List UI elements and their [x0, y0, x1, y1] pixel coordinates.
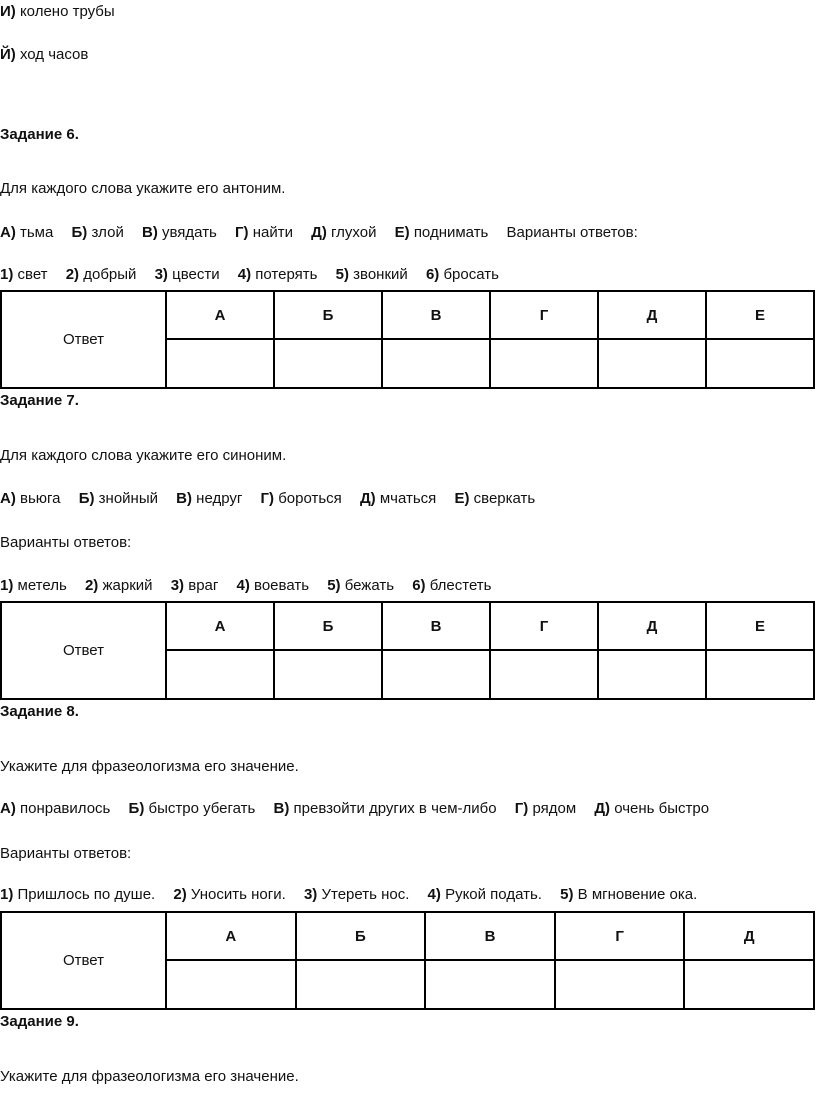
column-header: Г [555, 912, 685, 960]
top-item [0, 3, 115, 21]
word-option: Е) поднимать [394, 224, 489, 241]
word-option: Е) сверкать [454, 490, 536, 507]
column-header: Д [598, 291, 706, 339]
task7-variants-label: Варианты ответов: [0, 534, 132, 551]
task6-words [0, 224, 638, 242]
word-option: В) увядать [142, 224, 217, 241]
task8-answers [0, 886, 697, 904]
answer-option: 5) звонкий [335, 266, 408, 283]
column-header: А [166, 291, 274, 339]
column-header: А [166, 602, 274, 650]
answer-option: 2) жаркий [84, 577, 153, 594]
answer-option: 3) враг [170, 577, 219, 594]
column-header: Е [706, 291, 814, 339]
answer-cell[interactable] [598, 650, 706, 699]
answer-label: Ответ [1, 291, 166, 388]
task8-instruction: Укажите для фразеологизма его значение. [0, 758, 299, 775]
word-option: В) превзойти других в чем-либо [273, 800, 497, 817]
answer-option: 1) метель [0, 577, 67, 594]
answer-cell[interactable] [296, 960, 426, 1009]
column-header: Г [490, 602, 598, 650]
answer-option: 6) бросать [425, 266, 499, 283]
answer-label: Ответ [1, 602, 166, 699]
task6-title: Задание 6. [0, 126, 79, 143]
task7-title: Задание 7. [0, 392, 79, 409]
item-text: ход часов [19, 46, 89, 63]
answer-cell[interactable] [706, 650, 814, 699]
task7-answers [0, 577, 491, 595]
column-header: Д [598, 602, 706, 650]
column-header: Г [490, 291, 598, 339]
item-text: колено трубы [19, 3, 115, 20]
answer-cell[interactable] [382, 650, 490, 699]
task9-title: Задание 9. [0, 1013, 79, 1030]
task8-answer-table [0, 911, 815, 1010]
answer-option: 2) добрый [65, 266, 137, 283]
task6-answer-table [0, 290, 815, 389]
word-option: Б) знойный [78, 490, 158, 507]
answer-option: 4) воевать [236, 577, 310, 594]
answer-cell[interactable] [555, 960, 685, 1009]
task8-title: Задание 8. [0, 703, 79, 720]
word-option: Д) очень быстро [594, 800, 710, 817]
task6-instruction: Для каждого слова укажите его антоним. [0, 180, 286, 197]
word-option: Г) бороться [260, 490, 342, 507]
column-header: Е [706, 602, 814, 650]
answer-option: 1) Пришлось по душе. [0, 886, 156, 903]
answer-option: 6) блестеть [412, 577, 492, 594]
answer-option: 4) Рукой подать. [427, 886, 542, 903]
answer-option: 4) потерять [237, 266, 318, 283]
answer-cell[interactable] [706, 339, 814, 388]
word-option: Д) глухой [311, 224, 377, 241]
item-letter: Й) [0, 46, 16, 63]
word-option: Д) мчаться [359, 490, 437, 507]
word-option: А) понравилось [0, 800, 111, 817]
word-option: Б) злой [71, 224, 124, 241]
answer-cell[interactable] [166, 960, 296, 1009]
task8-variants-label: Варианты ответов: [0, 845, 132, 862]
item-letter: И) [0, 3, 16, 20]
word-option: Г) найти [235, 224, 293, 241]
word-option: Г) рядом [514, 800, 577, 817]
answer-cell[interactable] [490, 650, 598, 699]
answer-option: 5) В мгновение ока. [560, 886, 698, 903]
answer-cell[interactable] [598, 339, 706, 388]
task7-instruction: Для каждого слова укажите его синоним. [0, 447, 287, 464]
answer-option: 2) Уносить ноги. [173, 886, 286, 903]
word-option: А) вьюга [0, 490, 61, 507]
column-header: Д [684, 912, 814, 960]
answer-cell[interactable] [490, 339, 598, 388]
task7-answer-table [0, 601, 815, 700]
column-header: В [425, 912, 555, 960]
answer-cell[interactable] [274, 650, 382, 699]
column-header: Б [274, 602, 382, 650]
answer-option: 5) бежать [327, 577, 395, 594]
word-option: А) тьма [0, 224, 54, 241]
column-header: В [382, 602, 490, 650]
answer-option: 1) свет [0, 266, 48, 283]
task7-words [0, 490, 535, 508]
answer-cell[interactable] [166, 339, 274, 388]
task8-words [0, 800, 709, 818]
variants-label: Варианты ответов: [506, 224, 638, 241]
word-option: В) недруг [176, 490, 243, 507]
column-header: В [382, 291, 490, 339]
top-item [0, 46, 88, 64]
answer-cell[interactable] [166, 650, 274, 699]
column-header: А [166, 912, 296, 960]
column-header: Б [274, 291, 382, 339]
answer-cell[interactable] [274, 339, 382, 388]
word-option: Б) быстро убегать [128, 800, 256, 817]
answer-cell[interactable] [382, 339, 490, 388]
task9-instruction: Укажите для фразеологизма его значение. [0, 1068, 299, 1085]
task6-answers [0, 266, 499, 284]
answer-cell[interactable] [684, 960, 814, 1009]
answer-cell[interactable] [425, 960, 555, 1009]
answer-label: Ответ [1, 912, 166, 1009]
answer-option: 3) Утереть нос. [303, 886, 410, 903]
answer-option: 3) цвести [154, 266, 220, 283]
column-header: Б [296, 912, 426, 960]
